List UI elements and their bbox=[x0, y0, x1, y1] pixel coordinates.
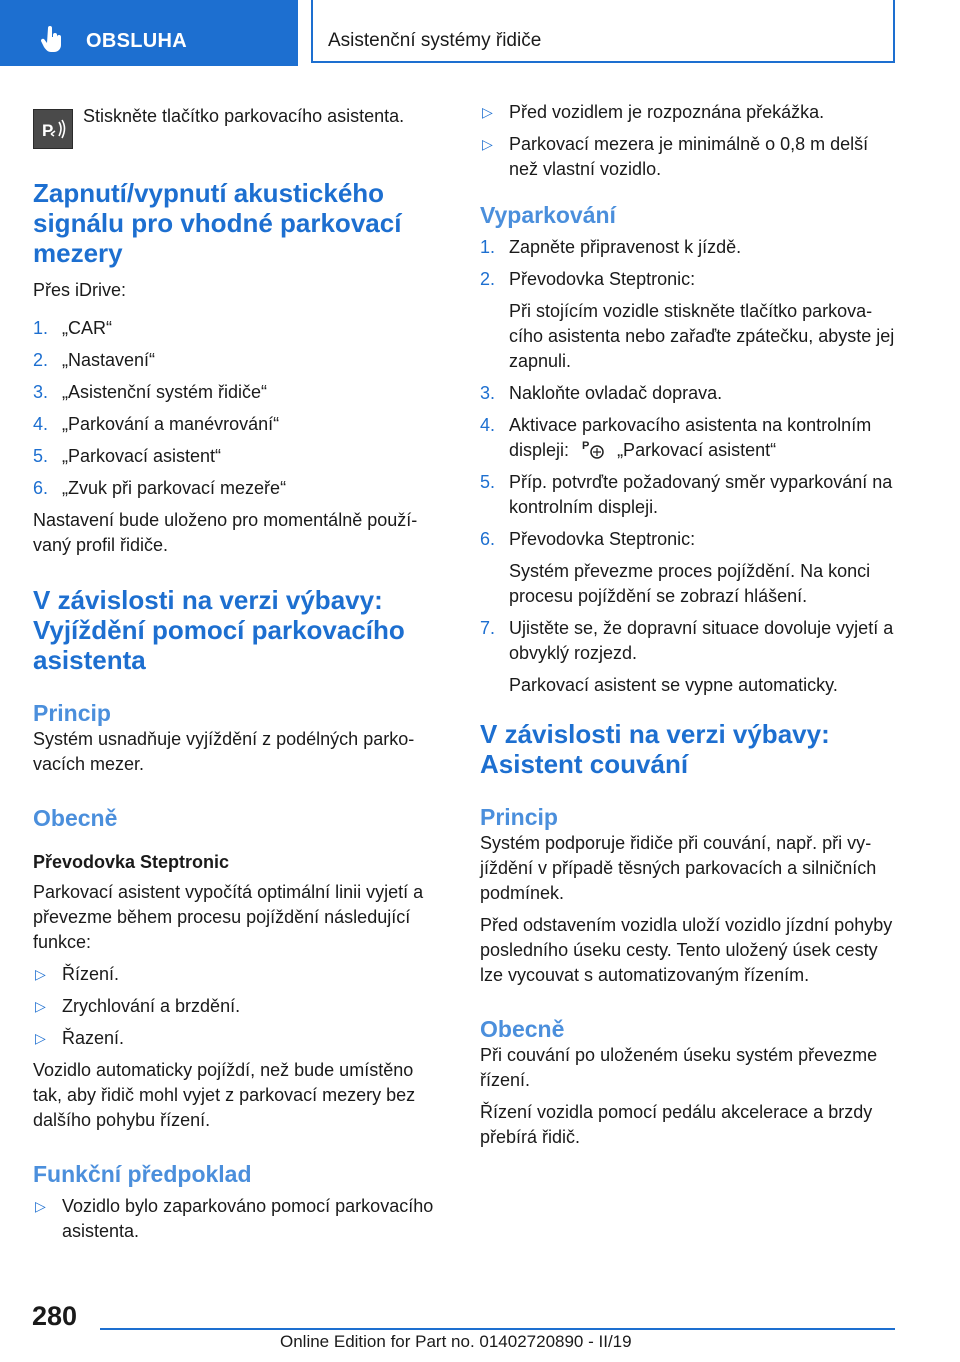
list-item: 4. Aktivace parkovacího asistenta na kontrolním displeji: P „Parkovací asistent“ bbox=[480, 415, 872, 460]
section-tab bbox=[0, 0, 298, 66]
footer-divider bbox=[100, 1328, 895, 1330]
princip-text-2: Před odstavením vozidla uloží vozidlo jízdní pohyby posledního úseku cesty. Tento uložený úsek cesty lze vycouvat s automatizovaným řízením. bbox=[480, 915, 893, 985]
triangle-bullet-icon: ▷ bbox=[35, 966, 46, 982]
heading-general: Obecně bbox=[480, 1016, 565, 1042]
list-item: 1. Zapněte připravenost k jízdě. bbox=[480, 237, 742, 257]
parking-assistant-display-icon bbox=[580, 438, 606, 460]
heading-steptronic: Převodovka Steptronic bbox=[33, 852, 230, 872]
svg-text:P: P bbox=[42, 121, 54, 140]
list-item: ▷ Řazení. bbox=[33, 1026, 438, 1051]
list-item: 5. „Parkovací asistent“ bbox=[33, 446, 222, 466]
button-instruction bbox=[33, 100, 438, 160]
edition-text: Online Edition for Part no. 01402720890 - II/19 bbox=[280, 1332, 632, 1351]
via-idrive-text: Přes iDrive: bbox=[33, 280, 127, 300]
left-column bbox=[33, 100, 438, 1251]
triangle-bullet-icon: ▷ bbox=[35, 998, 46, 1014]
svg-text:P: P bbox=[582, 440, 590, 452]
step-detail: Při stojícím vozidle stiskněte tlačítko parkovacího asistenta nebo zařaďte zpátečku, abyste jej zapnuli. bbox=[509, 301, 895, 371]
general-text: Při couvání po uloženém úseku systém převezme řízení. bbox=[480, 1045, 878, 1090]
heading-requirement: Funkční předpoklad bbox=[33, 1161, 252, 1187]
heading-vyparkovani: Vyparkování bbox=[480, 202, 616, 228]
list-item: ▷ Zrychlování a brzdění. bbox=[33, 994, 438, 1019]
section-label: OBSLUHA bbox=[86, 30, 187, 52]
list-item: 6. Převodovka Steptronic: bbox=[480, 529, 696, 549]
list-item: 1. „CAR“ bbox=[33, 318, 112, 338]
heading-general: Obecně bbox=[33, 805, 118, 831]
list-item: 6. „Zvuk při parkovací mezeře“ bbox=[33, 478, 287, 498]
princip-text: Systém podporuje řidiče při couvání, např. při vyjíždění v případě těsných parkovacích a silničních podmínek. bbox=[480, 833, 877, 903]
list-item: ▷ Parkovací mezera je minimálně o 0,8 m delší než vlastní vozidlo. bbox=[482, 134, 869, 179]
general-text-2: Řízení vozidla pomocí pedálu akcelerace a brzdy přebírá řidič. bbox=[480, 1102, 873, 1147]
list-item: 4. „Parkování a manévrování“ bbox=[33, 414, 280, 434]
heading-exit-assist: V závislosti na verzi výbavy: Vyjíždění pomocí parkovacího asistenta bbox=[33, 585, 405, 675]
heading-acoustic-signal: Zapnutí/vypnutí akustického signálu pro vhodné parkovací mezery bbox=[33, 178, 402, 268]
parking-assistant-button-icon bbox=[33, 109, 73, 149]
heading-princip: Princip bbox=[480, 804, 558, 830]
steptronic-text: Parkovací asistent vypočítá optimální linii vyjetí a převezme během procesu pojíždění následující funkce: bbox=[33, 882, 424, 952]
triangle-bullet-icon: ▷ bbox=[35, 1030, 46, 1046]
heading-reverse-assist: V závislosti na verzi výbavy: Asistent couvání bbox=[480, 719, 830, 779]
list-item: ▷ Vozidlo bylo zaparkováno pomocí parkovacího asistenta. bbox=[35, 1196, 434, 1241]
hand-pointer-icon bbox=[40, 26, 64, 52]
button-instruction-text: Stiskněte tlačítko parkovacího asistenta. bbox=[83, 106, 405, 126]
step-detail: Parkovací asistent se vypne automaticky. bbox=[509, 675, 838, 695]
list-item: 2. „Nastavení“ bbox=[33, 350, 156, 370]
chapter-title: Asistenční systémy řidiče bbox=[328, 30, 542, 51]
chapter-header bbox=[311, 0, 895, 63]
page-number: 280 bbox=[32, 1301, 78, 1331]
triangle-bullet-icon: ▷ bbox=[482, 104, 493, 120]
list-item: ▷ Řízení. bbox=[33, 962, 438, 987]
step-detail: Systém převezme proces pojíždění. Na konci procesu pojíždění se zobrazí hlášení. bbox=[509, 561, 871, 606]
right-column bbox=[480, 100, 900, 1157]
settings-note: Nastavení bude uloženo pro momentálně používaný profil řidiče. bbox=[33, 510, 418, 555]
auto-text: Vozidlo automaticky pojíždí, než bude umístěno tak, aby řidič mohl vyjet z parkovací mezery bez dalšího pohybu řízení. bbox=[33, 1060, 416, 1130]
list-item: 5. Příp. potvrďte požadovaný směr vyparkování na kontrolním displeji. bbox=[480, 472, 893, 517]
list-item: 3. „Asistenční systém řidiče“ bbox=[33, 382, 268, 402]
list-item: 3. Nakloňte ovladač doprava. bbox=[480, 383, 723, 403]
list-item: 7. Ujistěte se, že dopravní situace dovoluje vyjetí a obvyklý rozjezd. bbox=[480, 618, 894, 663]
list-item: ▷ Před vozidlem je rozpoznána překážka. bbox=[480, 100, 900, 125]
list-item: 2. Převodovka Steptronic: bbox=[480, 269, 696, 289]
triangle-bullet-icon: ▷ bbox=[482, 136, 493, 152]
princip-text: Systém usnadňuje vyjíždění z podélných parkovacích mezer. bbox=[33, 729, 415, 774]
triangle-bullet-icon: ▷ bbox=[35, 1198, 46, 1214]
heading-princip: Princip bbox=[33, 700, 111, 726]
